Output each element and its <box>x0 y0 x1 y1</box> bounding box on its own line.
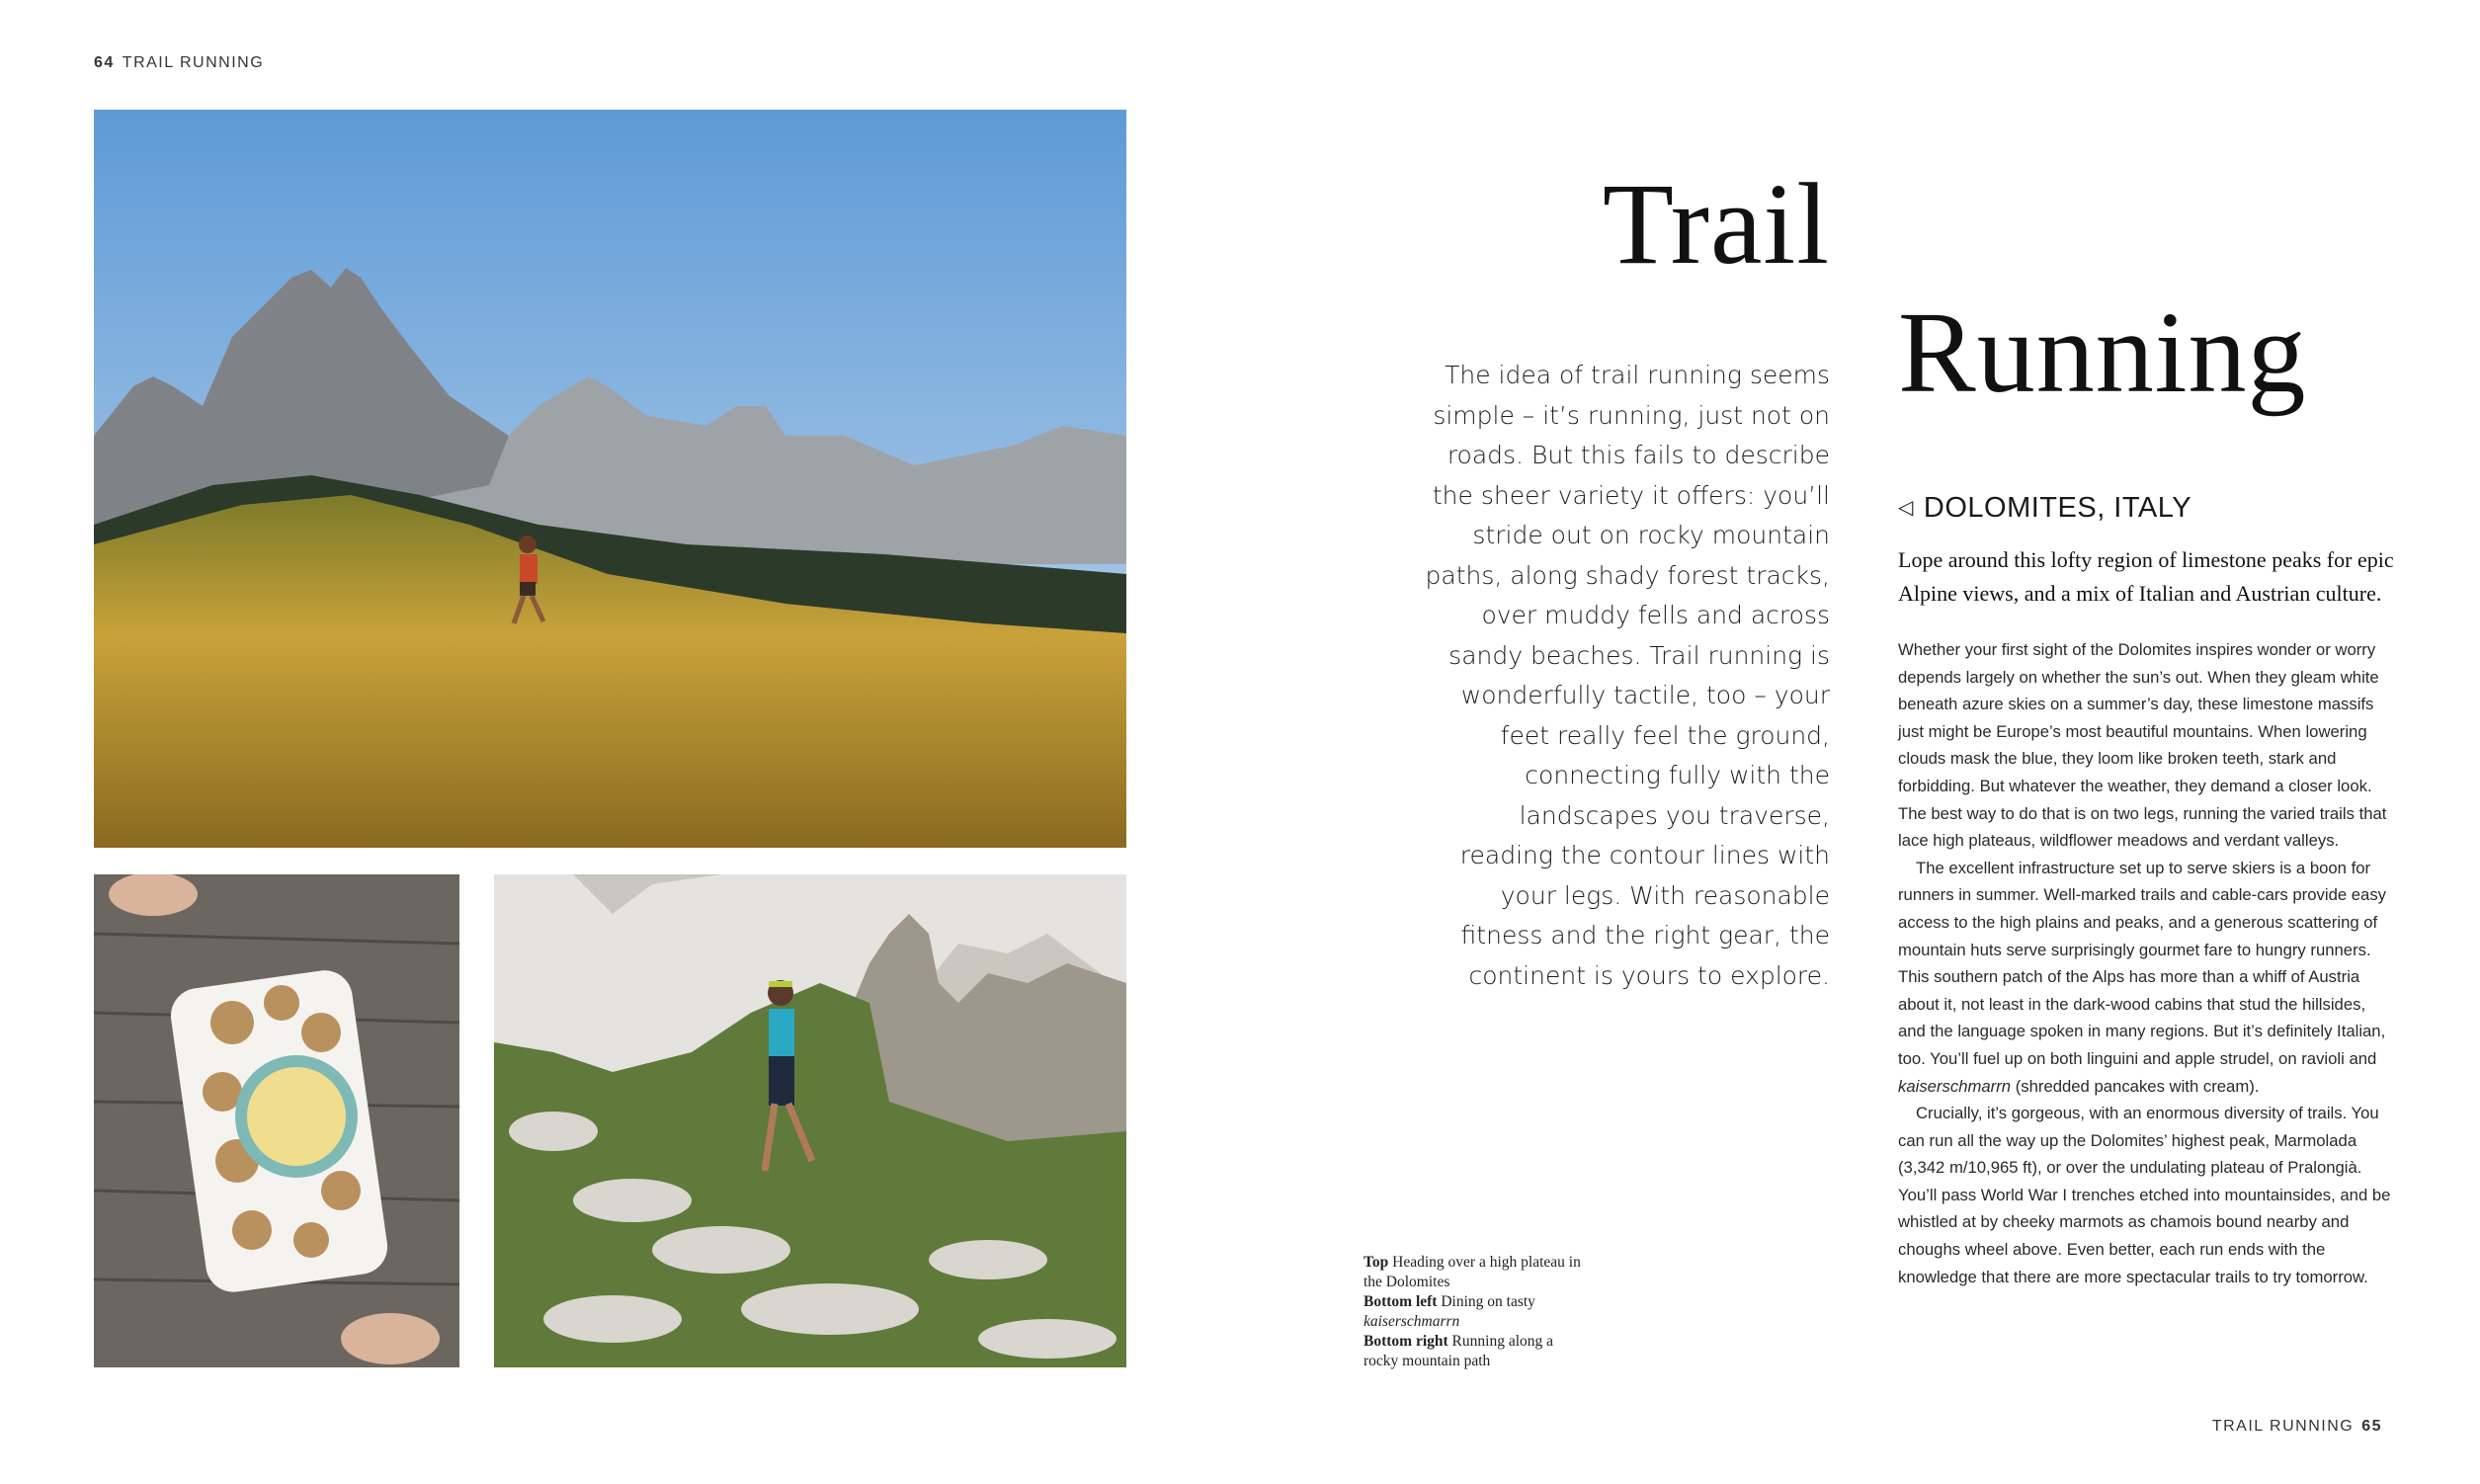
body-paragraph-1: Whether your first sight of the Dolomites inspires wonder or worry depends largely on whether the sun’s out. When they gleam white beneath azure skies on a summer’s day, these limestone massifs just might be Europe’s most beautiful mountains. When lowering clouds mask the blue, they loom like broken teeth, stark and forbidding. But whatever the weather, they demand a closer look. The best way to do that is on two legs, running the varied trails that lace high plateaus, wildflower meadows and verdant valleys. <box>1898 640 2387 851</box>
article-title-line-1: Trail <box>1602 159 1830 289</box>
photo-kaiserschmarrn <box>94 874 459 1367</box>
caption-italic-bottom-left: kaiserschmarrn <box>1364 1313 1460 1330</box>
location-heading <box>1898 492 2191 525</box>
running-head: TRAIL RUNNING <box>122 54 265 71</box>
intro-paragraph: The idea of trail running seems simple – it’s running, just not on roads. But this fails to describe the sheer variety it offers: you’ll stride out on rocky mountain paths, along shady forest tracks, over muddy fells and across sandy beaches. Trail running is wonderfully tactile, too – your feet really feel the ground, connecting fully with the landscapes you traverse, reading the contour lines with your legs. With reasonable fitness and the right gear, the continent is yours to explore. <box>1425 361 1830 990</box>
running-head: TRAIL RUNNING <box>2211 1418 2355 1435</box>
page-number: 64 <box>94 54 115 71</box>
caption-text-bottom-left: Dining on tasty <box>1437 1293 1535 1310</box>
caption-label-bottom-left: Bottom left <box>1364 1293 1438 1310</box>
triangle-left-outline-icon: ◁ <box>1898 497 1914 519</box>
body-text-span: The excellent infrastructure set up to serve skiers is a boon for runners in summer. Well-marked trails and cable-cars provide easy access to the high plains and peaks, and a generous scattering of mountain huts serve surprisingly gourmet fare to hungry runners. This southern patch of the Alps has more than a whiff of Austria about it, not least in the dark-wood cabins that stud the hillsides, and the language spoken in many regions. But it’s definitely Italian, too. You’ll fuel up on both linguini and apple strudel, on ravioli and <box>1898 858 2387 1068</box>
caption-label-bottom-right: Bottom right <box>1364 1333 1448 1350</box>
page-number: 65 <box>2361 1418 2382 1435</box>
photo-mountain-runner <box>94 110 1126 848</box>
photo-caption <box>1364 1253 1591 1371</box>
body-text-span: (shredded pancakes with cream). <box>2011 1076 2260 1096</box>
body-paragraph-3: Crucially, it’s gorgeous, with an enormous diversity of trails. You can run all the way up the Dolomites’ highest peak, Marmolada (3,342 m/10,965 ft), or over the undulating plateau of Pralongià. You’ll pass World War I trenches etched into mountainsides, and be whistled at by cheeky marmots as chamois bound nearby and choughs wheel above. Even better, each run ends with the knowledge that there are more spectacular trails to try tomorrow. <box>1898 1104 2391 1286</box>
article-title-line-2: Running <box>1898 288 2307 417</box>
location-title: DOLOMITES, ITALY <box>1923 492 2192 524</box>
page-folio-left <box>94 54 264 72</box>
page-folio-right <box>2212 1418 2382 1436</box>
photo-rocky-path-runner <box>494 874 1126 1367</box>
caption-text-bottom-right: Running along a rocky mountain path <box>1364 1333 1554 1369</box>
body-text <box>1898 636 2397 1290</box>
lede-paragraph: Lope around this lofty region of limestone peaks for epic Alpine views, and a mix of Italian and Austrian culture. <box>1898 547 2394 606</box>
caption-label-top: Top <box>1364 1254 1389 1271</box>
body-paragraph-2 <box>1898 855 2397 1100</box>
body-italic-span: kaiserschmarrn <box>1898 1076 2012 1096</box>
caption-text-top: Heading over a high plateau in the Dolomites <box>1364 1254 1581 1290</box>
